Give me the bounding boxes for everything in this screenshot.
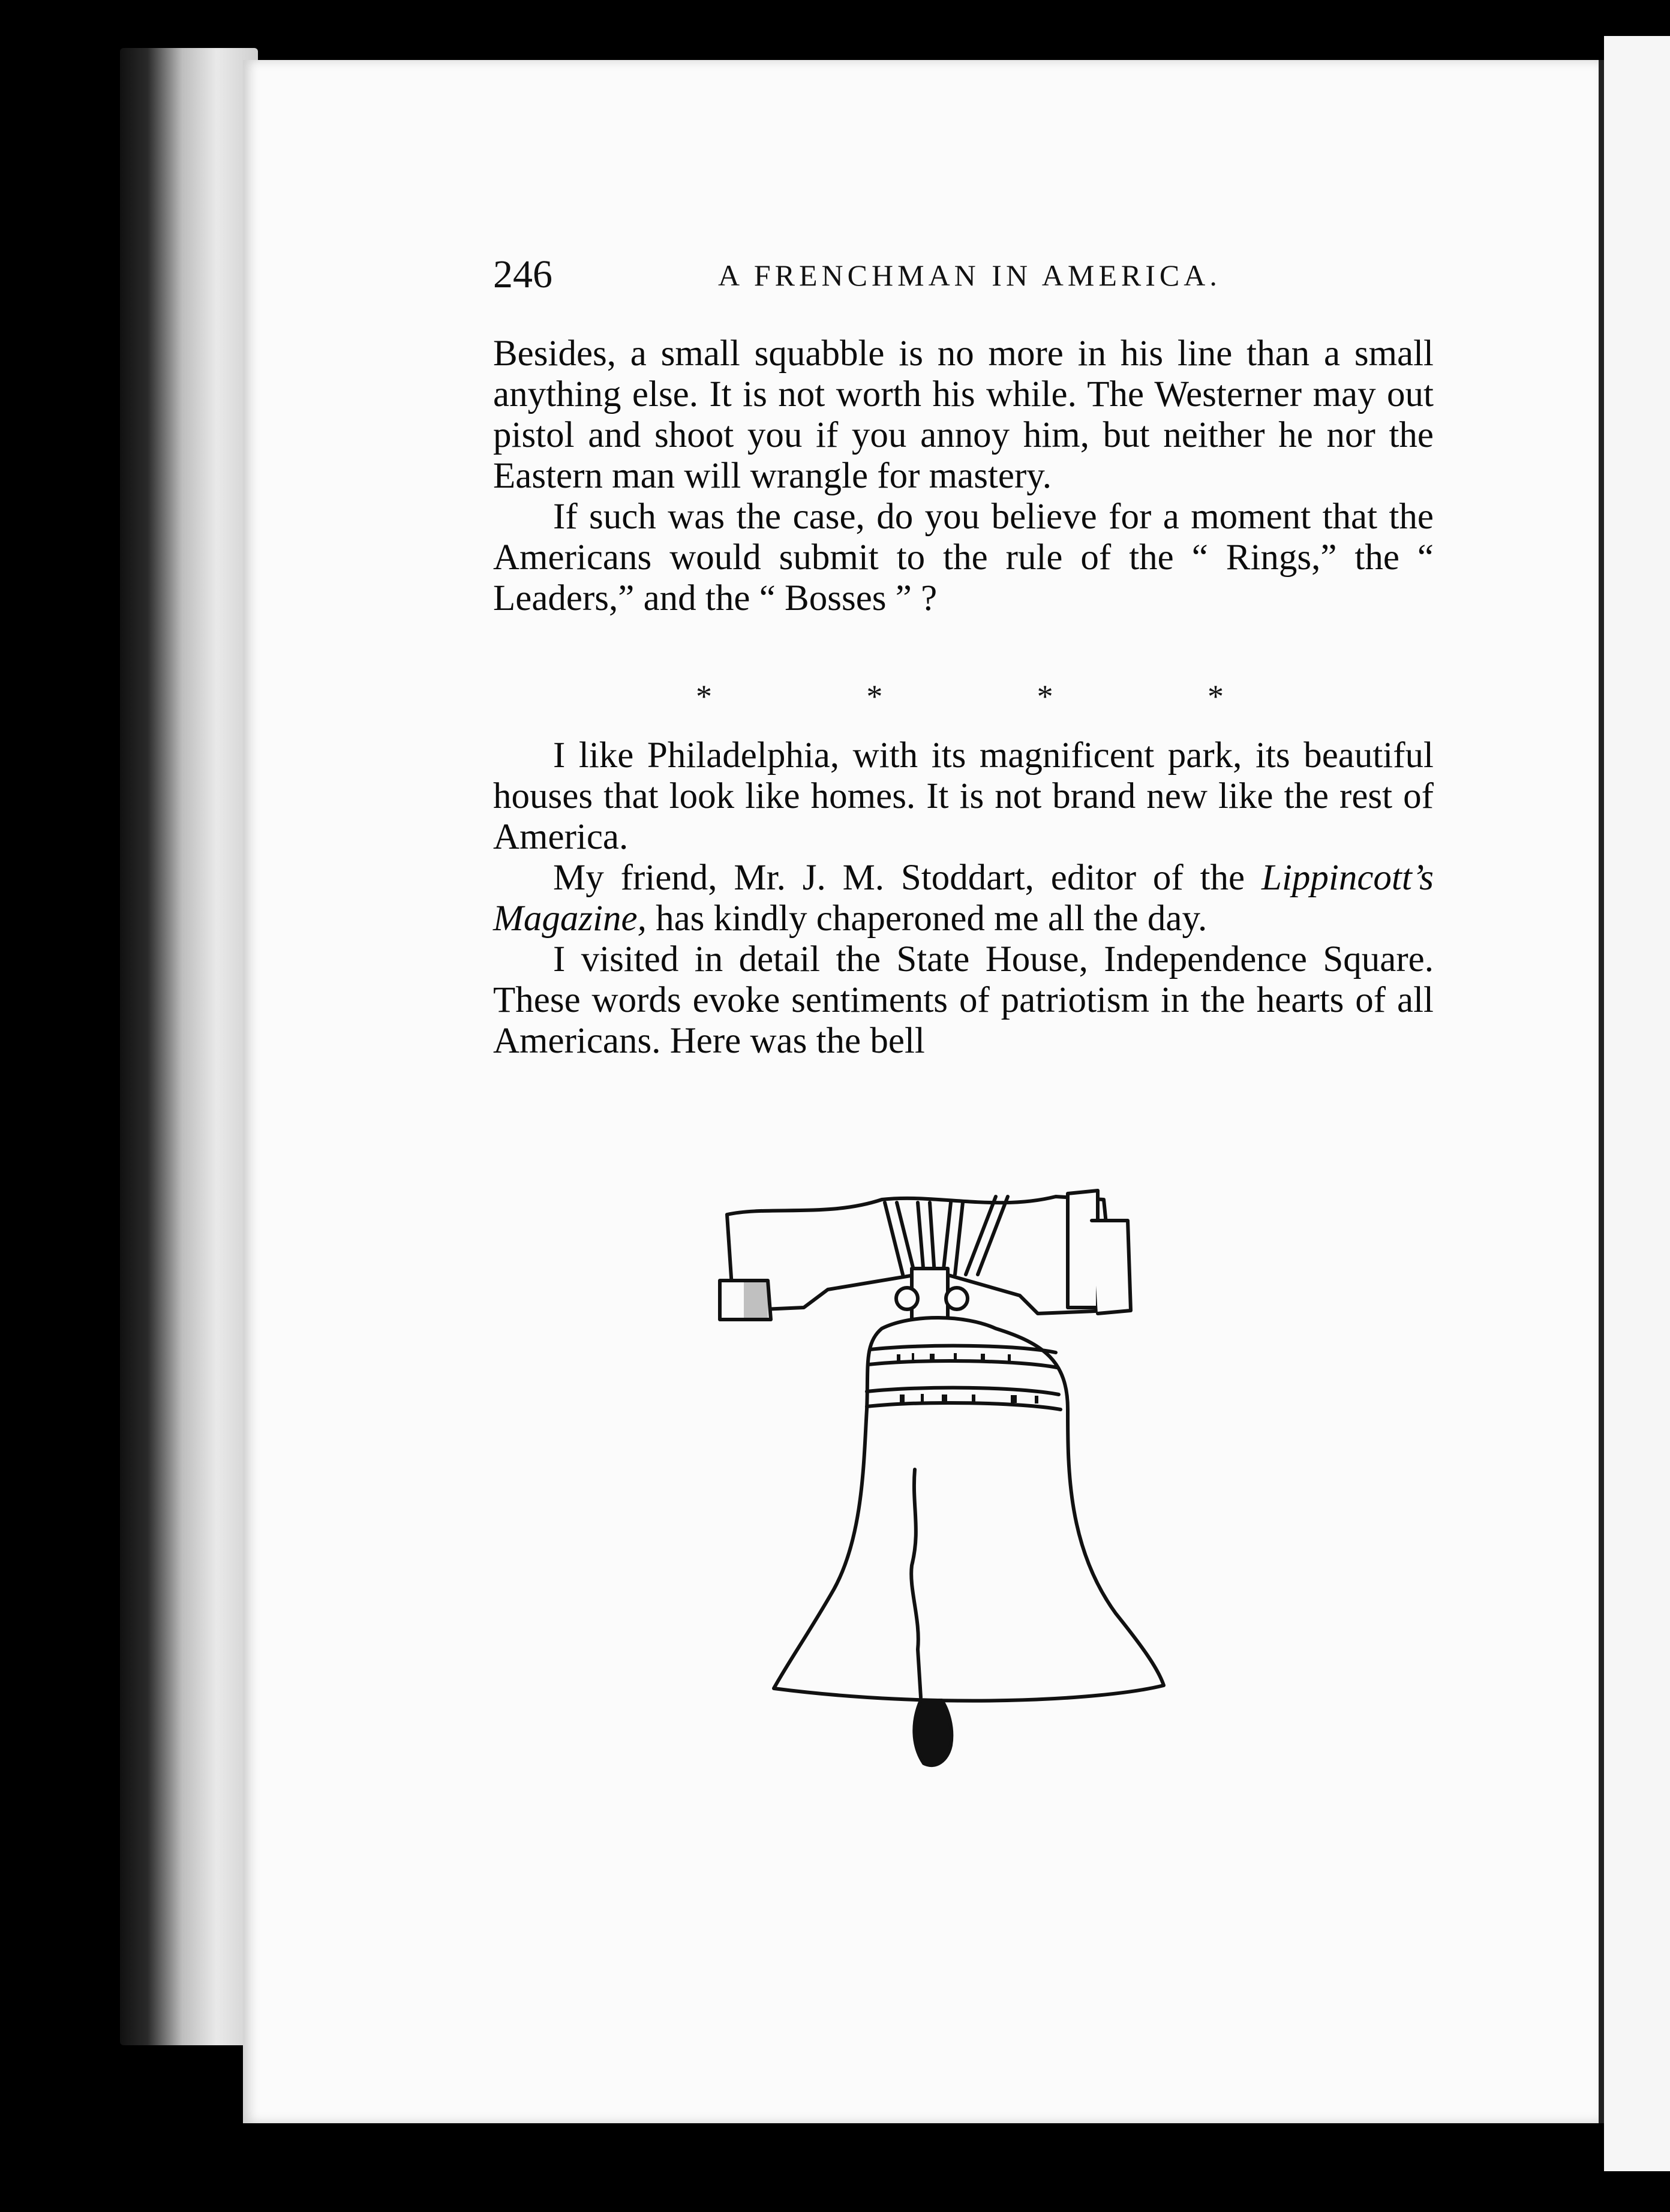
facing-page-edge — [1604, 36, 1670, 2171]
paragraph-stoddart — [493, 858, 1434, 939]
text-block-upper — [493, 333, 1434, 619]
paragraph-rings-bosses: If such was the case, do you believe for a moment that the Americans would submit to the rule of the “ Rings,” the “ Leaders,” and the “ Bosses ” ? — [493, 497, 1434, 618]
stoddart-text-end: has kindly chaperoned me all the day. — [646, 898, 1208, 939]
page-stack-edge — [120, 48, 258, 2045]
paragraph-philadelphia: I like Philadelphia, with its magnificent park, its beautiful houses that look like homes. It is not brand new like the rest of America. — [493, 735, 1434, 857]
page-header — [493, 252, 1434, 300]
section-divider — [696, 678, 1224, 720]
page-number: 246 — [493, 253, 552, 296]
running-head: A FRENCHMAN IN AMERICA. — [718, 259, 1221, 292]
page-gutter — [1599, 60, 1604, 2123]
text-block-lower — [493, 735, 1434, 1062]
magazine-title: Lippincott’s Magazine, — [493, 858, 1434, 939]
divider-star: * — [1037, 678, 1053, 714]
divider-star: * — [696, 678, 712, 714]
paragraph-besides: Besides, a small squabble is no more in his line than a small anything else. It is not worth his while. The Westerner may out pistol and shoot you if you annoy him, but neither he nor the Eastern man will wrangle for mastery. — [493, 333, 1434, 496]
liberty-bell-illustration — [684, 1158, 1212, 1775]
stoddart-text-start: My friend, Mr. J. M. Stoddart, editor of the — [553, 858, 1262, 898]
divider-star: * — [1207, 678, 1224, 714]
divider-star: * — [866, 678, 883, 714]
paragraph-state-house: I visited in detail the State House, Independence Square. These words evoke sentiments of patriotism in the hearts of all Americans. Here was the bell — [493, 939, 1434, 1061]
